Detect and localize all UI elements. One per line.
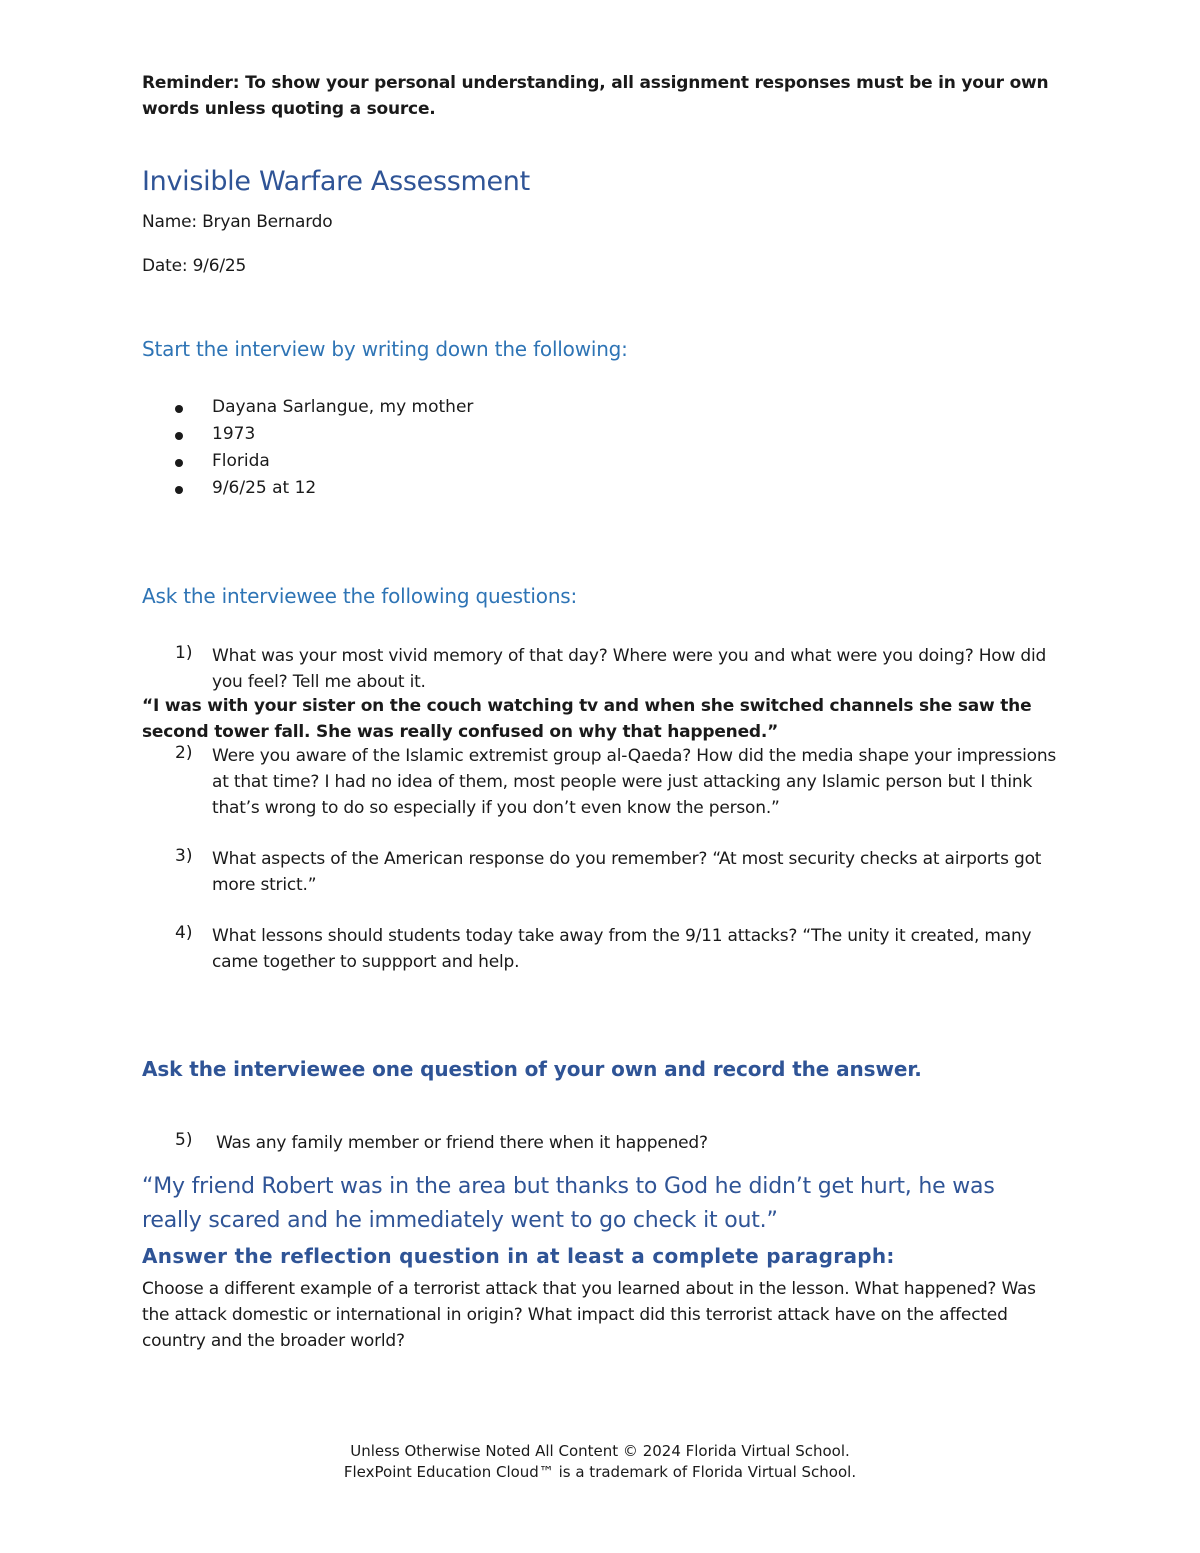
reminder-paragraph xyxy=(142,70,1052,122)
list-item: Florida xyxy=(142,448,473,475)
question-text: Were you aware of the Islamic extremist group al-Qaeda? How did the media shape your impressions at that time? I had no idea of them, most people were just attacking any Islamic person but I think that’s wrong to do so especially if you don’t even know the person.” xyxy=(212,746,1057,818)
footer-copyright: Unless Otherwise Noted All Content © 2024 Florida Virtual School. xyxy=(350,1442,850,1460)
question-text: What aspects of the American response do you remember? “At most security checks at airports got more strict.” xyxy=(212,849,1042,895)
list-item: 9/6/25 at 12 xyxy=(142,475,473,502)
question-text: Was any family member or friend there when it happened? xyxy=(216,1133,708,1153)
question-number: 1) xyxy=(175,643,193,663)
bullet-icon xyxy=(175,459,183,467)
bullet-icon xyxy=(175,432,183,440)
question-5-answer: “My friend Robert was in the area but thanks to God he didn’t get hurt, he was really scared and he immediately went to go check it out.” xyxy=(142,1174,995,1233)
section-heading-own-question: Ask the interviewee one question of your own and record the answer. xyxy=(142,1057,922,1081)
question-text: What lessons should students today take away from the 9/11 attacks? “The unity it created, many came together to suppport and help. xyxy=(212,926,1032,972)
name-line: Name: Bryan Bernardo xyxy=(142,212,333,232)
question-4 xyxy=(142,923,1062,975)
question-5 xyxy=(142,1130,1062,1156)
reflection-prompt: Choose a different example of a terrorist attack that you learned about in the lesson. What happened? Was the attack domestic or international in origin? What impact did this terrorist attack have on the affected country and the broader world? xyxy=(142,1279,1036,1351)
question-1-answer: “I was with your sister on the couch watching tv and when she switched channels she saw the second tower fall. She was really confused on why that happened.” xyxy=(142,696,1032,742)
reminder-label: Reminder: xyxy=(142,73,240,93)
interviewee-info-list xyxy=(142,394,473,502)
section-heading-questions: Ask the interviewee the following questions: xyxy=(142,584,578,608)
question-2 xyxy=(142,743,1062,821)
date-line: Date: 9/6/25 xyxy=(142,256,247,276)
question-number: 5) xyxy=(175,1130,193,1150)
footer-trademark: FlexPoint Education Cloud™ is a trademark of Florida Virtual School. xyxy=(343,1463,857,1481)
section-heading-reflection: Answer the reflection question in at least a complete paragraph: xyxy=(142,1244,895,1268)
question-number: 3) xyxy=(175,846,193,866)
list-item: 1973 xyxy=(142,421,473,448)
bullet-icon xyxy=(175,486,183,494)
section-heading-start-interview: Start the interview by writing down the following: xyxy=(142,337,628,361)
question-1 xyxy=(142,643,1062,695)
question-3 xyxy=(142,846,1062,898)
question-number: 4) xyxy=(175,923,193,943)
page-title: Invisible Warfare Assessment xyxy=(142,166,530,197)
reminder-text: To show your personal understanding, all assignment responses must be in your own words unless quoting a source. xyxy=(142,73,1049,119)
question-number: 2) xyxy=(175,743,193,763)
list-item: Dayana Sarlangue, my mother xyxy=(142,394,473,421)
question-text: What was your most vivid memory of that day? Where were you and what were you doing? How did you feel? Tell me about it. xyxy=(212,646,1047,692)
bullet-icon xyxy=(175,405,183,413)
